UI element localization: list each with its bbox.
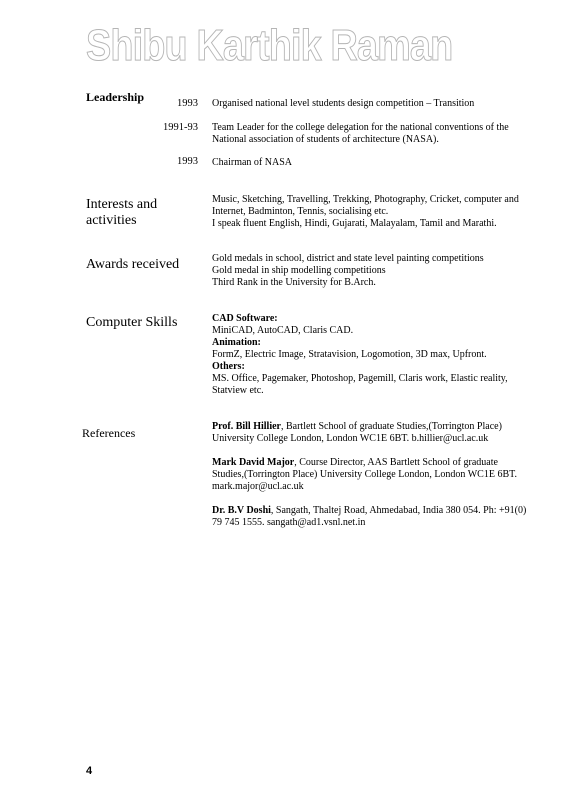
- leadership-year-2: 1991-93: [163, 122, 198, 133]
- interests-line-2: I speak fluent English, Hindi, Gujarati, Malayalam, Tamil and Marathi.: [212, 218, 497, 229]
- reference-item: [212, 457, 532, 493]
- leadership-text-1: Organised national level students design competition – Transition: [212, 98, 475, 109]
- computer-skills-text: [212, 313, 532, 397]
- reference-details: , Bartlett School of graduate Studies,(Torrington Place) University College London, London WC1E 6BT. b.hillier@ucl.ac.uk: [212, 421, 502, 444]
- references-list: [212, 421, 532, 541]
- others-title: Others:: [212, 361, 245, 372]
- animation-title: Animation:: [212, 337, 261, 348]
- reference-details: , Course Director, AAS Bartlett School of graduate Studies,(Torrington Place) University College London, London WC1E 6BT. mark.major@ucl.ac.uk: [212, 457, 517, 492]
- page-number: 4: [86, 765, 93, 777]
- cad-list: MiniCAD, AutoCAD, Claris CAD.: [212, 325, 354, 336]
- leadership-text-2: Team Leader for the college delegation for the national conventions of the National association of students of architecture (NASA).: [212, 122, 509, 145]
- cad-title: CAD Software:: [212, 313, 278, 324]
- section-label-references: References: [82, 426, 136, 440]
- section-label-computer-skills: Computer Skills: [86, 315, 178, 330]
- award-line-2: Gold medal in ship modelling competitions: [212, 265, 386, 276]
- leadership-text-3: Chairman of NASA: [212, 157, 292, 168]
- leadership-year-1: 1993: [177, 98, 198, 109]
- reference-item: [212, 505, 532, 529]
- name-header: Shibu Karthik Raman: [86, 21, 453, 70]
- leadership-year-3: 1993: [177, 156, 198, 167]
- section-label-interests: Interests and activities: [86, 197, 158, 228]
- reference-name: Dr. B.V Doshi: [212, 505, 271, 516]
- reference-details: , Sangath, Thaltej Road, Ahmedabad, India 380 054. Ph: +91(0) 79 745 1555. sangath@ad1.vsnl.net.in: [212, 505, 527, 528]
- award-line-3: Third Rank in the University for B.Arch.: [212, 277, 376, 288]
- animation-list: FormZ, Electric Image, Stratavision, Logomotion, 3D max, Upfront.: [212, 349, 487, 360]
- section-label-leadership: Leadership: [86, 90, 145, 104]
- reference-name: Mark David Major: [212, 457, 295, 468]
- awards-text: [212, 253, 532, 289]
- section-label-awards: Awards received: [86, 257, 180, 272]
- award-line-1: Gold medals in school, district and state level painting competitions: [212, 253, 484, 264]
- interests-line-1: Music, Sketching, Travelling, Trekking, Photography, Cricket, computer and Internet, Badminton, Tennis, socialising etc.: [212, 194, 519, 217]
- reference-item: [212, 421, 532, 445]
- reference-name: Prof. Bill Hillier: [212, 421, 281, 432]
- others-list: MS. Office, Pagemaker, Photoshop, Pagemill, Claris work, Elastic reality, Statview etc.: [212, 373, 508, 396]
- interests-text: [212, 194, 532, 230]
